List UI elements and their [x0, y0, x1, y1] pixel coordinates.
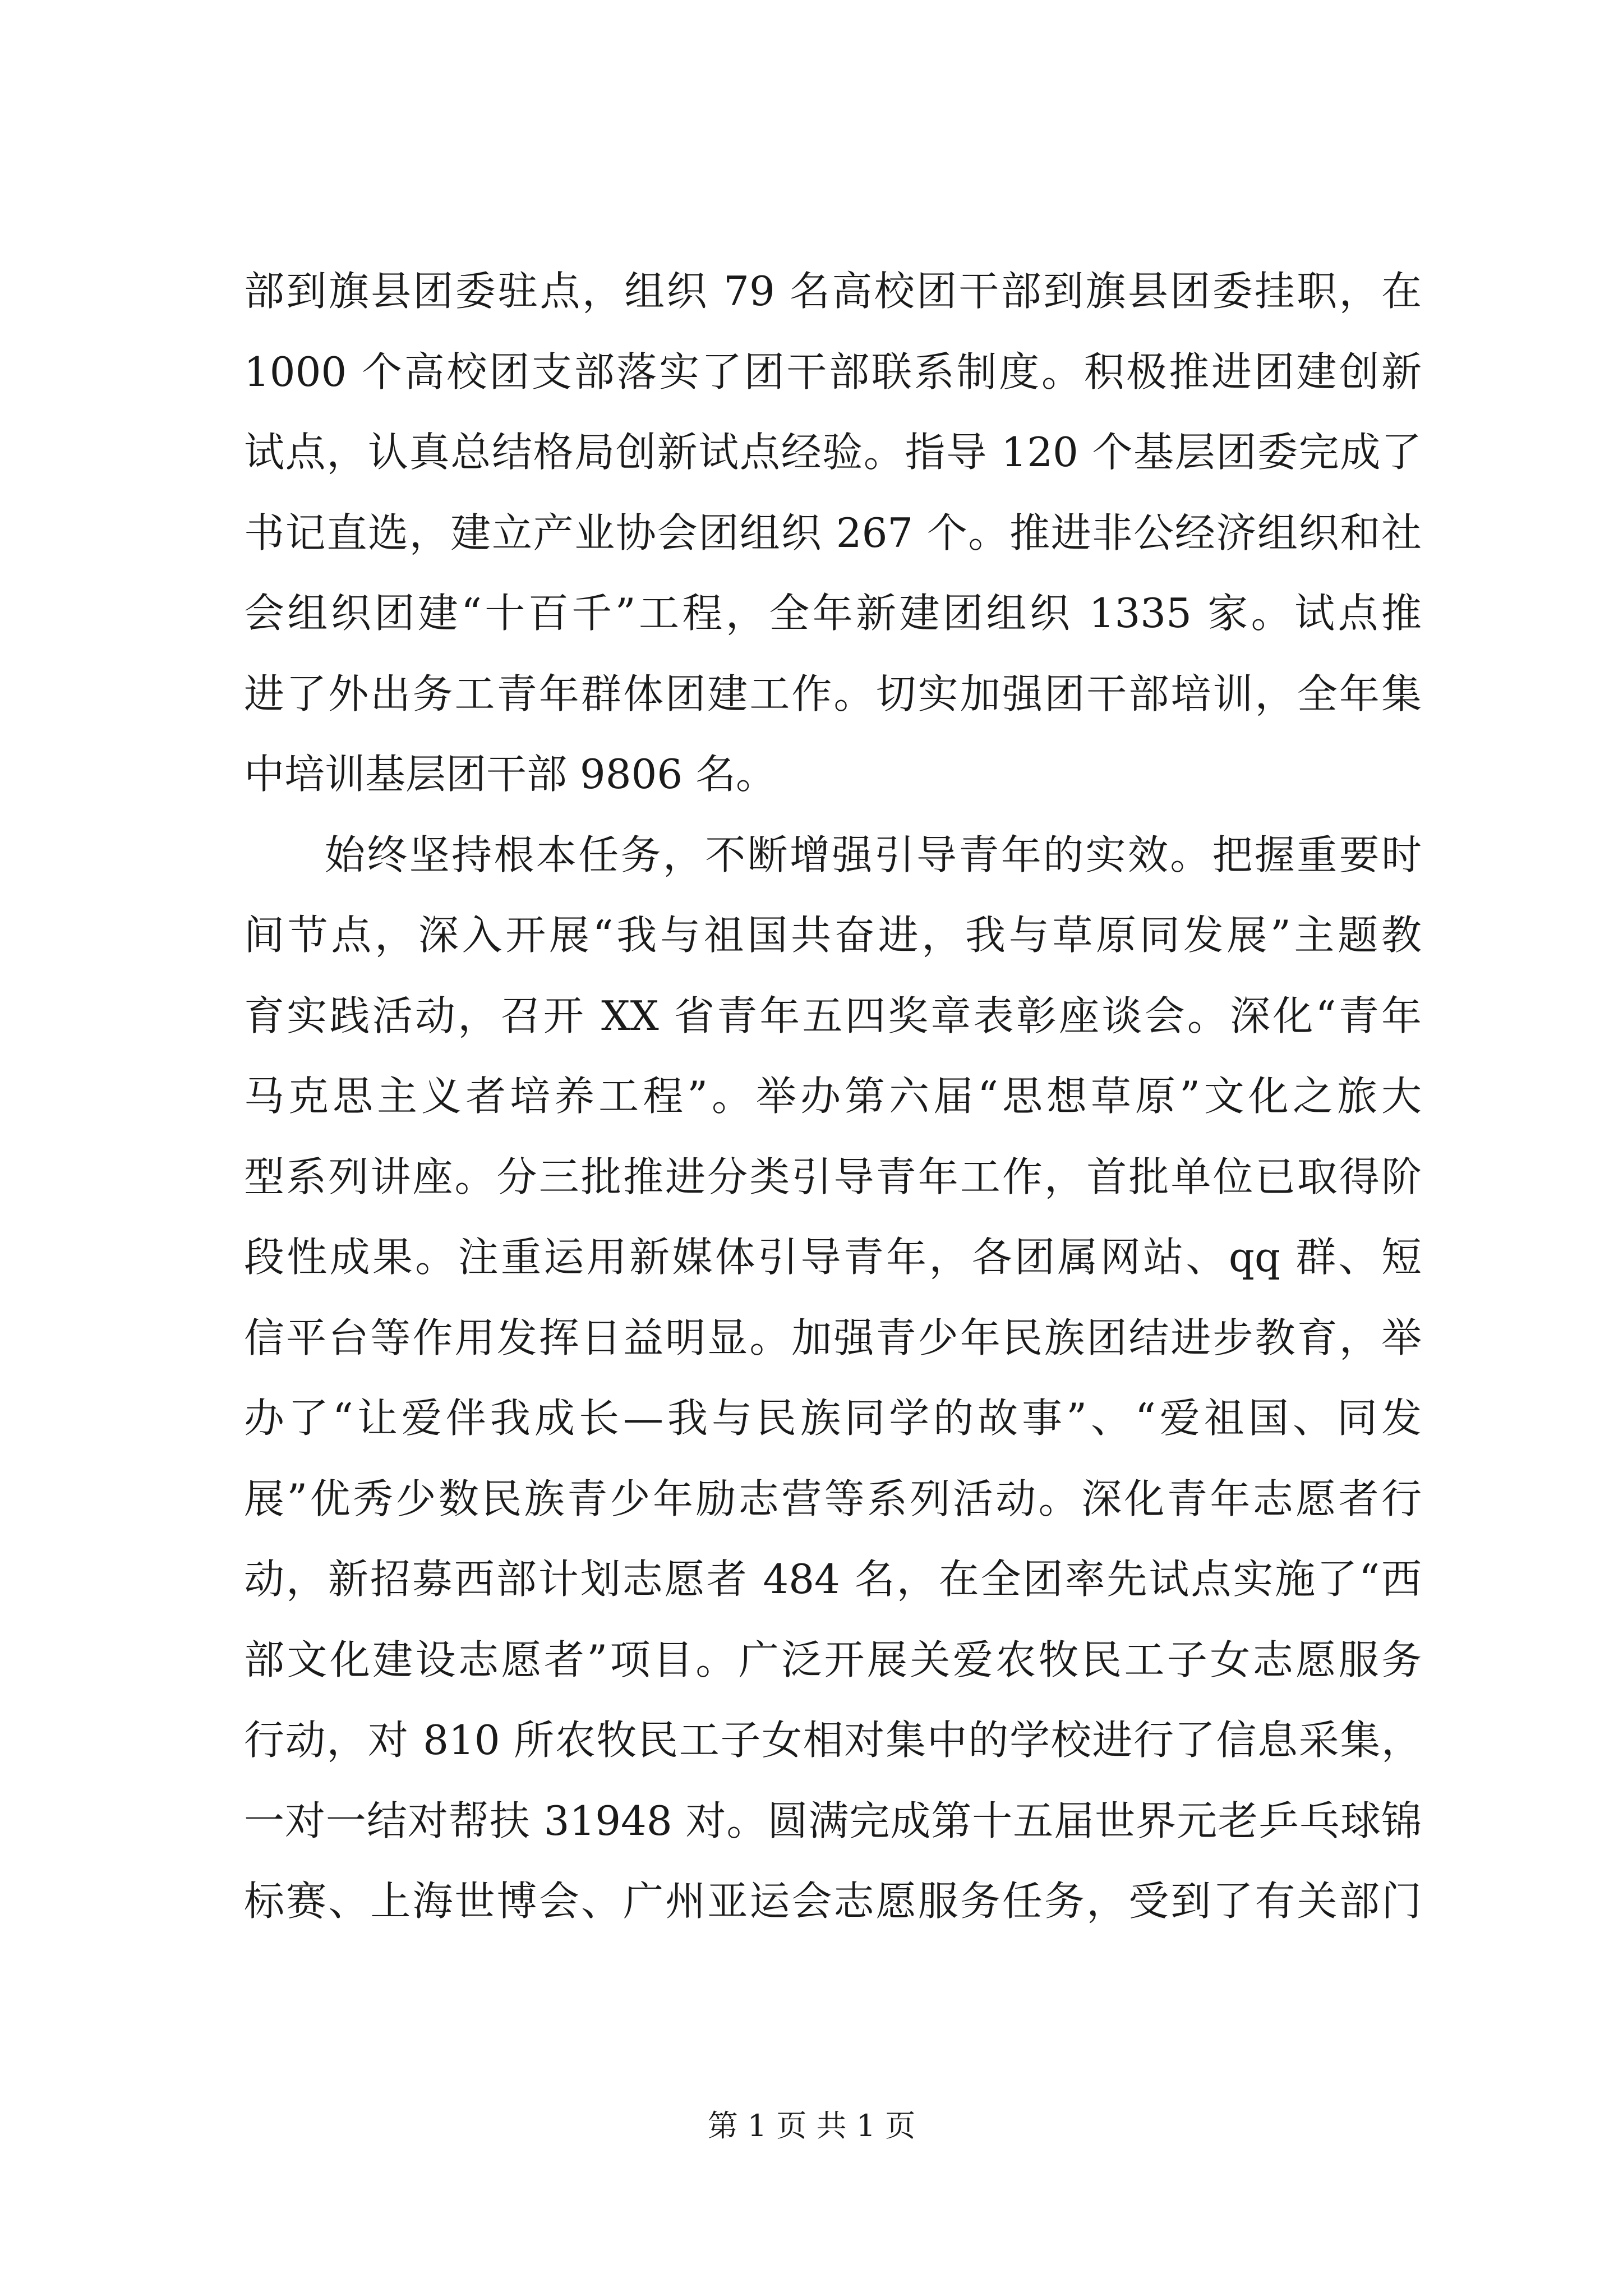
- text-line: 部到旗县团委驻点，组织 79 名高校团干部到旗县团委挂职，在: [244, 268, 1422, 315]
- text-line: 办了“让爱伴我成长—我与民族同学的故事”、“爱祖国、同发: [244, 1395, 1422, 1442]
- text-line: 始终坚持根本任务，不断增强引导青年的实效。把握重要时: [325, 831, 1422, 878]
- text-line: 信平台等作用发挥日益明显。加强青少年民族团结进步教育，举: [244, 1314, 1422, 1361]
- text-line: 标赛、上海世博会、广州亚运会志愿服务任务，受到了有关部门: [244, 1878, 1422, 1925]
- text-line: 书记直选，建立产业协会团组织 267 个。推进非公经济组织和社: [244, 509, 1422, 556]
- text-line: 试点，认真总结格局创新试点经验。指导 120 个基层团委完成了: [244, 429, 1422, 476]
- text-line: 育实践活动，召开 XX 省青年五四奖章表彰座谈会。深化“青年: [244, 992, 1422, 1039]
- text-line: 行动，对 810 所农牧民工子女相对集中的学校进行了信息采集，: [244, 1717, 1422, 1764]
- text-line: 马克思主义者培养工程”。举办第六届“思想草原”文化之旅大: [244, 1073, 1422, 1120]
- paragraph-2: [244, 815, 1422, 1942]
- text-line: 中培训基层团干部 9806 名。: [244, 751, 777, 798]
- page-footer: 第 1 页 共 1 页: [707, 2108, 916, 2143]
- text-line: 展”优秀少数民族青少年励志营等系列活动。深化青年志愿者行: [244, 1475, 1422, 1522]
- text-line: 一对一结对帮扶 31948 对。圆满完成第十五届世界元老乒乓球锦: [244, 1797, 1422, 1844]
- text-line: 会组织团建“十百千”工程，全年新建团组织 1335 家。试点推: [244, 590, 1422, 637]
- text-line: 部文化建设志愿者”项目。广泛开展关爱农牧民工子女志愿服务: [244, 1636, 1422, 1683]
- paragraph-1: [244, 251, 1422, 815]
- text-line: 型系列讲座。分三批推进分类引导青年工作，首批单位已取得阶: [244, 1153, 1422, 1200]
- text-line: 段性成果。注重运用新媒体引导青年，各团属网站、qq 群、短: [244, 1234, 1422, 1281]
- text-line: 间节点，深入开展“我与祖国共奋进，我与草原同发展”主题教: [244, 912, 1422, 959]
- text-line: 1000 个高校团支部落实了团干部联系制度。积极推进团建创新: [244, 348, 1422, 395]
- document-body: [244, 251, 1422, 1942]
- text-line: 进了外出务工青年群体团建工作。切实加强团干部培训，全年集: [244, 670, 1422, 717]
- text-line: 动，新招募西部计划志愿者 484 名，在全团率先试点实施了“西: [244, 1556, 1422, 1603]
